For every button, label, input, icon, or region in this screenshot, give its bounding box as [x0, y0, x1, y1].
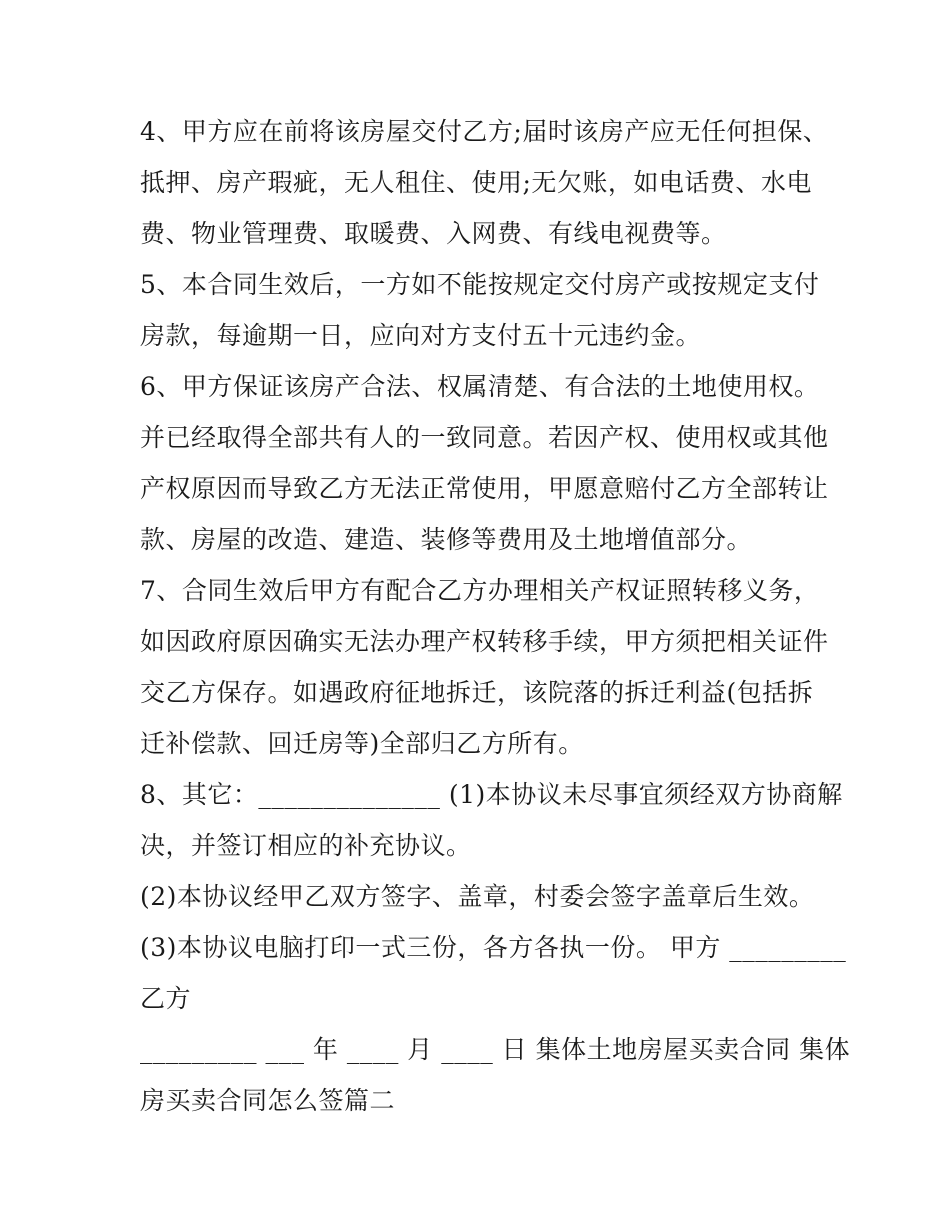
text-line: (3)本协议电脑打印一式三份，各方各执一份。 甲方 _________	[140, 933, 847, 962]
text-line: 乙方	[140, 984, 192, 1013]
text-line: (2)本协议经甲乙双方签字、盖章，村委会签字盖章后生效。	[140, 882, 815, 911]
text-line: 产权原因而导致乙方无法正常使用，甲愿意赔付乙方全部转让	[140, 474, 829, 503]
text-line: 抵押、房产瑕疵，无人租住、使用;无欠账，如电话费、水电	[140, 168, 812, 197]
text-line: 如因政府原因确实无法办理产权转移手续，甲方须把相关证件	[140, 627, 829, 656]
text-line: 6、甲方保证该房产合法、权属清楚、有合法的土地使用权。	[140, 372, 820, 401]
text-line: 房款，每逾期一日，应向对方支付五十元违约金。	[140, 321, 702, 350]
text-line: 迁补偿款、回迁房等)全部归乙方所有。	[140, 729, 584, 758]
document-body	[140, 106, 851, 1126]
text-line: 4、甲方应在前将该房屋交付乙方;届时该房产应无任何担保、	[140, 117, 829, 146]
text-line: 交乙方保存。如遇政府征地拆迁，该院落的拆迁利益(包括拆	[140, 678, 814, 707]
text-line: 决，并签订相应的补充协议。	[140, 831, 472, 860]
text-line: 并已经取得全部共有人的一致同意。若因产权、使用权或其他	[140, 423, 829, 452]
text-line: 7、合同生效后甲方有配合乙方办理相关产权证照转移义务，	[140, 576, 820, 605]
text-line: _________ ___ 年 ____ 月 ____ 日 集体土地房屋买卖合同 集体	[140, 1035, 851, 1064]
text-line: 5、本合同生效后，一方如不能按规定交付房产或按规定支付	[140, 270, 820, 299]
text-line: 8、其它：______________ (1)本协议未尽事宜须经双方协商解	[140, 780, 843, 809]
text-line: 费、物业管理费、取暖费、入网费、有线电视费等。	[140, 219, 727, 248]
text-line: 款、房屋的改造、建造、装修等费用及土地增值部分。	[140, 525, 753, 554]
text-line: 房买卖合同怎么签篇二	[140, 1086, 396, 1115]
